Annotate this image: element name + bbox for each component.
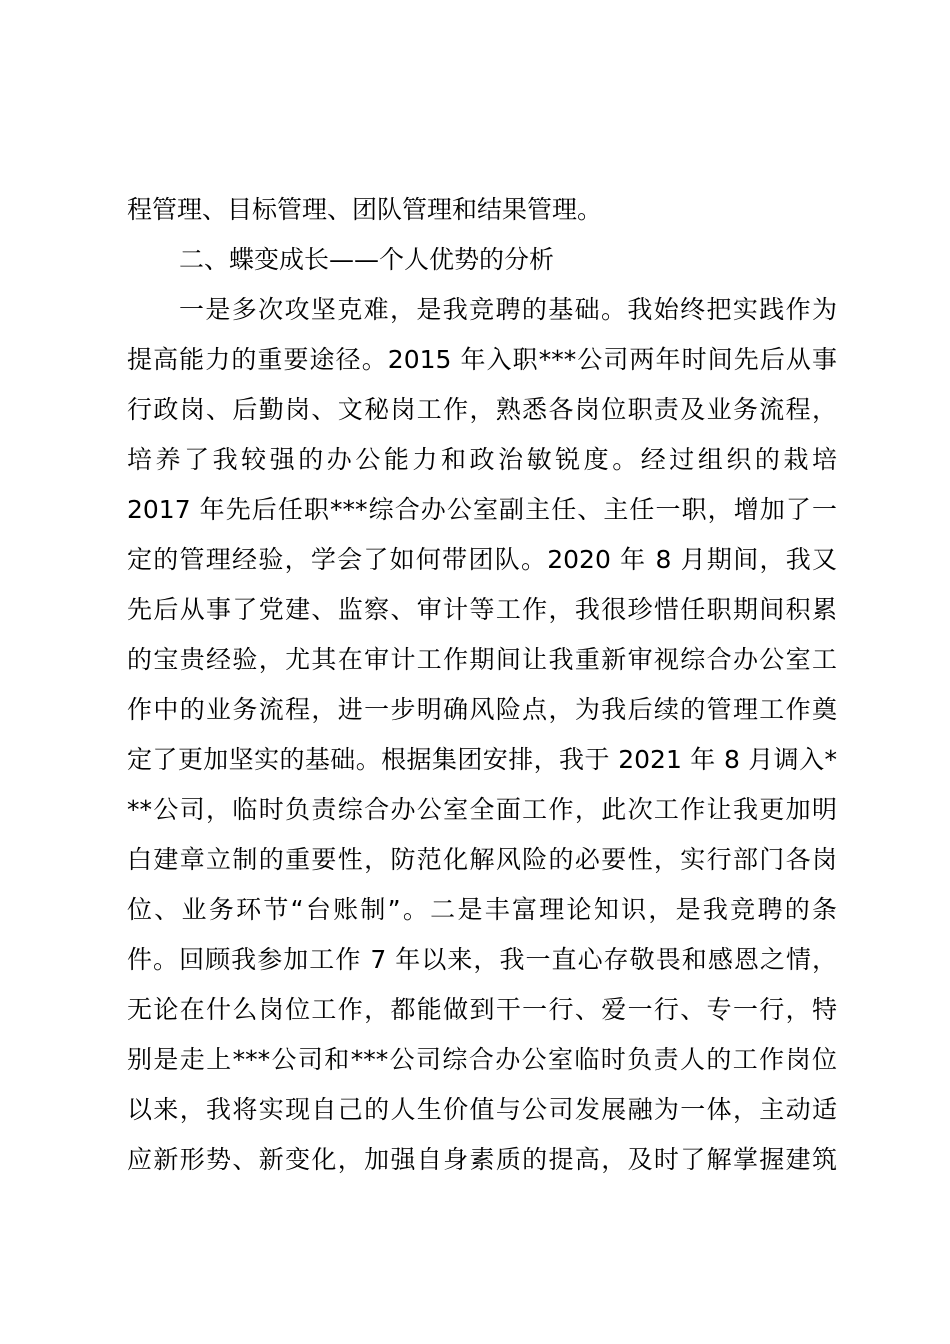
paragraph-line: 以来，我将实现自己的人生价值与公司发展融为一体，主动适 — [127, 1095, 837, 1124]
paragraph-line: 一是多次攻坚克难，是我竞聘的基础。我始终把实践作为 — [179, 295, 837, 324]
paragraph-line: 程管理、目标管理、团队管理和结果管理。 — [127, 195, 603, 224]
paragraph-line: 白建章立制的重要性，防范化解风险的必要性，实行部门各岗 — [127, 845, 837, 874]
paragraph-line: 的宝贵经验，尤其在审计工作期间让我重新审视综合办公室工 — [127, 645, 837, 674]
paragraph-line: 位、业务环节“台账制”。二是丰富理论知识，是我竞聘的条 — [127, 895, 837, 924]
paragraph-line: 作中的业务流程，进一步明确风险点，为我后续的管理工作奠 — [127, 695, 837, 724]
paragraph-line: **公司，临时负责综合办公室全面工作，此次工作让我更加明 — [127, 795, 837, 824]
paragraph-line: 培养了我较强的办公能力和政治敏锐度。经过组织的栽培 — [127, 445, 837, 474]
paragraph-line: 提高能力的重要途径。2015 年入职***公司两年时间先后从事 — [127, 345, 837, 374]
paragraph-line: 定了更加坚实的基础。根据集团安排，我于 2021 年 8 月调入* — [127, 745, 837, 774]
paragraph-line: 行政岗、后勤岗、文秘岗工作，熟悉各岗位职责及业务流程， — [127, 395, 837, 424]
paragraph-line: 先后从事了党建、监察、审计等工作，我很珍惜任职期间积累 — [127, 595, 837, 624]
body-text — [127, 185, 837, 1185]
paragraph-line: 应新形势、新变化，加强自身素质的提高，及时了解掌握建筑 — [127, 1145, 837, 1174]
paragraph-line: 2017 年先后任职***综合办公室副主任、主任一职，增加了一 — [127, 495, 837, 524]
section-heading: 二、蝶变成长——个人优势的分析 — [179, 245, 555, 274]
paragraph-line: 别是走上***公司和***公司综合办公室临时负责人的工作岗位 — [127, 1045, 837, 1074]
paragraph-line: 件。回顾我参加工作 7 年以来，我一直心存敬畏和感恩之情， — [127, 945, 837, 974]
paragraph-line: 无论在什么岗位工作，都能做到干一行、爱一行、专一行，特 — [127, 995, 837, 1024]
paragraph-line: 定的管理经验，学会了如何带团队。2020 年 8 月期间，我又 — [127, 545, 837, 574]
